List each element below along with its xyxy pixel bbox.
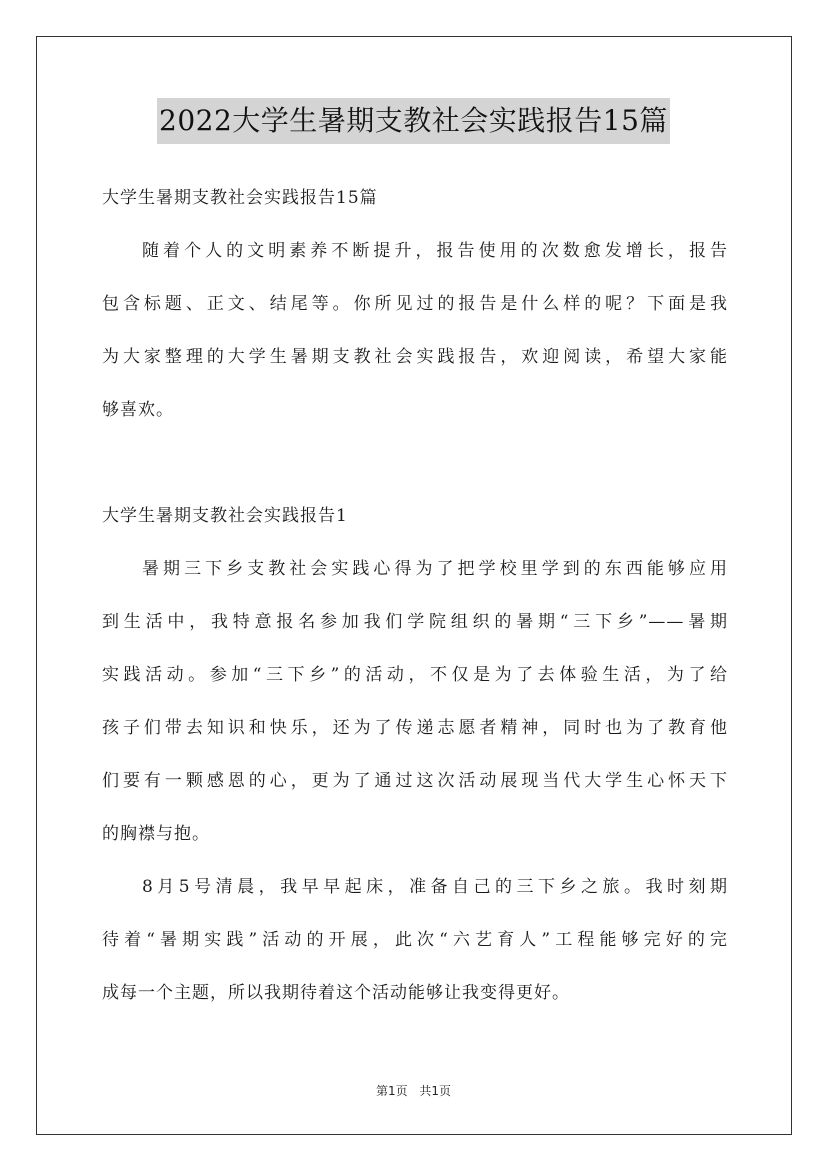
paragraph-line: 实践活动。参加“三下乡”的活动，不仅是为了去体验生活，为了给: [102, 665, 728, 685]
paragraph-line: 包含标题、正文、结尾等。你所见过的报告是什么样的呢？下面是我: [102, 294, 728, 314]
page-number: 第1页: [375, 1084, 408, 1098]
page-total: 共1页: [419, 1084, 452, 1098]
paragraph-line: 待着“暑期实践”活动的开展，此次“六艺育人”工程能够完好的完: [102, 930, 728, 950]
section1-paragraph-1: [102, 543, 728, 861]
paragraph-line: 够喜欢。: [102, 400, 174, 420]
document-subtitle: 大学生暑期支教社会实践报告15篇: [102, 188, 378, 208]
paragraph-line: 为大家整理的大学生暑期支教社会实践报告，欢迎阅读，希望大家能: [102, 347, 728, 367]
paragraph-line: 成每一个主题，所以我期待着这个活动能够让我变得更好。: [102, 983, 570, 1003]
section1-paragraph-2: [102, 861, 728, 1020]
paragraph-line: 们要有一颗感恩的心，更为了通过这次活动展现当代大学生心怀天下: [102, 771, 728, 791]
paragraph-line: 暑期三下乡支教社会实践心得为了把学校里学到的东西能够应用: [142, 559, 728, 579]
section-heading: 大学生暑期支教社会实践报告1: [102, 506, 348, 526]
spacer: [102, 437, 728, 490]
paragraph-line: 到生活中，我特意报名参加我们学院组织的暑期“三下乡”——暑期: [102, 612, 728, 632]
document-title: 2022大学生暑期支教社会实践报告15篇: [157, 98, 670, 144]
document-body: [102, 172, 728, 1020]
paragraph-line: 的胸襟与抱。: [102, 824, 210, 844]
intro-paragraph: [102, 225, 728, 437]
page-footer: [0, 1082, 827, 1099]
paragraph-line: 8月5号清晨，我早早起床，准备自己的三下乡之旅。我时刻期: [142, 877, 728, 897]
paragraph-line: 随着个人的文明素养不断提升，报告使用的次数愈发增长，报告: [142, 241, 728, 261]
paragraph-line: 孩子们带去知识和快乐，还为了传递志愿者精神，同时也为了教育他: [102, 718, 728, 738]
title-container: [0, 98, 827, 144]
